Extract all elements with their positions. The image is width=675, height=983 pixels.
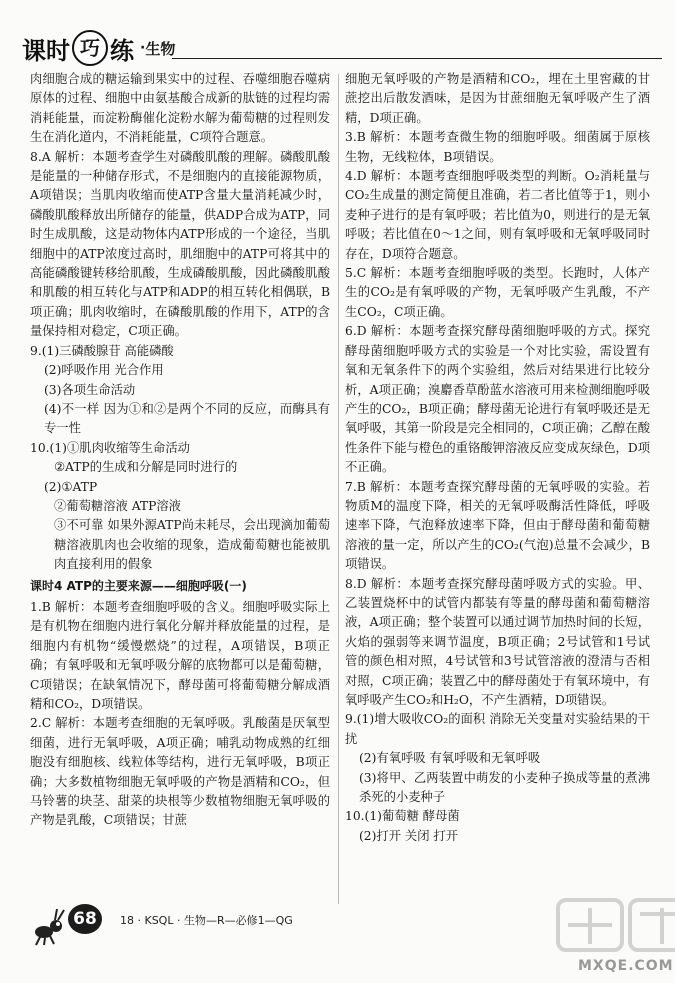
header-rule [172, 58, 662, 59]
column-divider [338, 74, 339, 904]
answer-paragraph: (3)各项生命活动 [44, 382, 136, 397]
answer-paragraph: (3)将甲、乙两装置中萌发的小麦种子换成等量的煮沸杀死的小麦种子 [359, 770, 650, 805]
page-number: 68 [68, 904, 102, 934]
answer-paragraph: 肉细胞合成的糖运输到果实中的过程、吞噬细胞吞噬病原体的过程、细胞中由氨基酸合成新的肽链的过程均需消耗能量，而淀粉酶催化淀粉水解为葡萄糖的过程则发生在消化道内，不消耗能量，C项符合题意。 [30, 72, 330, 145]
page-footer [30, 898, 674, 974]
lesson-heading: 课时4 ATP的主要来源——细胞呼吸(一) [30, 578, 247, 593]
answer-paragraph: 3.B 解析：本题考查微生物的细胞呼吸。细菌属于原核生物，无线粒体，B项错误。 [345, 130, 650, 164]
left-column [30, 70, 330, 831]
answer-paragraph: 细胞无氧呼吸的产物是酒精和CO₂，埋在土里窖藏的甘蔗挖出后散发酒味，是因为甘蔗细胞无氧呼吸产生了酒精，D项正确。 [345, 72, 650, 125]
answer-paragraph: 6.D 解析：本题考查探究酵母菌细胞呼吸的方式。探究酵母菌细胞呼吸方式的实验是一个对比实验，需设置有氧和无氧条件下的两个实验组，然后对结果进行比较分析，A项正确；溴麝香草酚蓝水溶液可用来检测细胞呼吸产生的CO₂，B项正确；酵母菌无论进行有氧呼吸还是无氧呼吸，其第一阶段是完全相同的，C项正确；乙醇在酸性条件下能与橙色的重铬酸钾溶液反应变成灰绿色，D项不正确。 [345, 324, 650, 475]
answer-paragraph: 8.A 解析：本题考查学生对磷酸肌酸的理解。磷酸肌酸是能量的一种储存形式，不是细胞内的直接能源物质，A项错误；当肌肉收缩而使ATP含量大量消耗减少时，磷酸肌酸释放出所储存的能量，供ADP合成为ATP，同时生成肌酸，这是动物体内ATP形成的一个途径，当肌细胞中的ATP浓度过高时，肌细胞中的ATP可将其中的高能磷酸键转移给肌酸，生成磷酸肌酸，因此磷酸肌酸和肌酸的相互转化与ATP和ADP的相互转化相偶联，B项正确；肌肉收缩时，在磷酸肌酸的作用下，ATP的含量保持相对稳定，C项正确。 [30, 149, 330, 339]
answer-paragraph: (2)呼吸作用 光合作用 [44, 363, 164, 378]
subject-label: 生物 [145, 39, 176, 58]
watermark-url: MXQE.COM [578, 958, 674, 974]
right-column [345, 70, 650, 846]
answer-paragraph: 2.C 解析：本题考查细胞的无氧呼吸。乳酸菌是厌氧型细菌，进行无氧呼吸，A项正确；哺乳动物成熟的红细胞没有细胞核、线粒体等结构，进行无氧呼吸，B项正确；大多数植物细胞无氧呼吸的产物是酒精和CO₂，但马铃薯的块茎、甜菜的块根等少数植物细胞无氧呼吸的产物是乳酸，C项错误；甘蔗 [30, 716, 330, 828]
answer-paragraph: 8.D 解析：本题考查探究酵母菌呼吸方式的实验。甲、乙装置烧杯中的试管内都装有等量的酵母菌和葡萄糖溶液，A项正确；整个装置可以通过调节加热时间的长短，火焰的强弱等来调节温度，B项正确；2号试管和1号试管的颜色相对照，4号试管和3号试管溶液的澄清与否相对照，C项正确；装置乙中的酵母菌处于有氧环境中，有氧呼吸产生CO₂和H₂O，不产生酒精，D项错误。 [345, 576, 650, 707]
answer-paragraph: 1.B 解析：本题考查细胞呼吸的含义。细胞呼吸实际上是有机物在细胞内进行氧化分解并释放能量的过程，是细胞内有机物“缓慢燃烧”的过程，A项错误，B项正确；有氧呼吸和无氧呼吸分解的底物都可以是葡萄糖，C项错误；在缺氧情况下，酵母菌可将葡萄糖分解成酒精和CO₂，D项错误。 [30, 599, 330, 711]
page-header [22, 26, 662, 66]
answer-paragraph: 10.(1)①肌肉收缩等生命活动 [30, 440, 190, 455]
answer-paragraph: (4)不一样 因为①和②是两个不同的反应，而酶具有专一性 [44, 401, 330, 436]
answer-paragraph: ②葡萄糖溶液 ATP溶液 [54, 498, 181, 513]
logo-text-c: 练 [110, 36, 134, 65]
answer-paragraph: 9.(1)增大吸收CO₂的面积 消除无关变量对实验结果的干扰 [345, 712, 650, 746]
answer-paragraph: (2)打开 关闭 打开 [359, 828, 459, 843]
answer-paragraph: 5.C 解析：本题考查细胞呼吸的类型。长跑时，人体产生的CO₂是有氧呼吸的产物，无氧呼吸产生乳酸，不产生CO₂，C项正确。 [345, 266, 650, 319]
answer-paragraph: ③不可靠 如果外源ATP尚未耗尽，会出现滴加葡萄糖溶液肌肉也会收缩的现象，造成葡萄糖也能被肌肉直接利用的假象 [54, 518, 330, 572]
answer-paragraph: ②ATP的生成和分解是同时进行的 [54, 460, 238, 475]
book-logo [22, 30, 175, 66]
logo-circle-char: 巧 [72, 30, 108, 66]
answer-paragraph: 7.B 解析：本题考查探究酵母菌的无氧呼吸的实验。若物质M的温度下降，相关的无氧呼吸酶活性降低，呼吸速率下降，气泡释放速率下降，但由于酵母菌和葡萄糖溶液的量一定，所以产生的CO₂(气泡)总量不会减少，B项错误。 [345, 479, 650, 572]
book-code: 18 · KSQL · 生物—R—必修1—QG [120, 914, 293, 927]
answer-paragraph: 10.(1)葡萄糖 酵母菌 [345, 809, 460, 824]
answer-paragraph: (2)有氧呼吸 有氧呼吸和无氧呼吸 [359, 751, 541, 766]
logo-dot: · [140, 40, 146, 56]
answer-paragraph: 9.(1)三磷酸腺苷 高能磷酸 [30, 343, 174, 358]
answer-paragraph: (2)①ATP [44, 479, 98, 494]
answer-paragraph: 4.D 解析：本题考查细胞呼吸类型的判断。O₂消耗量与CO₂生成量的测定简便且准确，若二者比值等于1，则小麦种子进行的是有氧呼吸；若比值为0，则进行的是无氧呼吸；若比值在0～1之间，则有氧呼吸和无氧呼吸同时存在，D项符合题意。 [345, 169, 650, 261]
logo-text-a: 课时 [22, 36, 70, 65]
